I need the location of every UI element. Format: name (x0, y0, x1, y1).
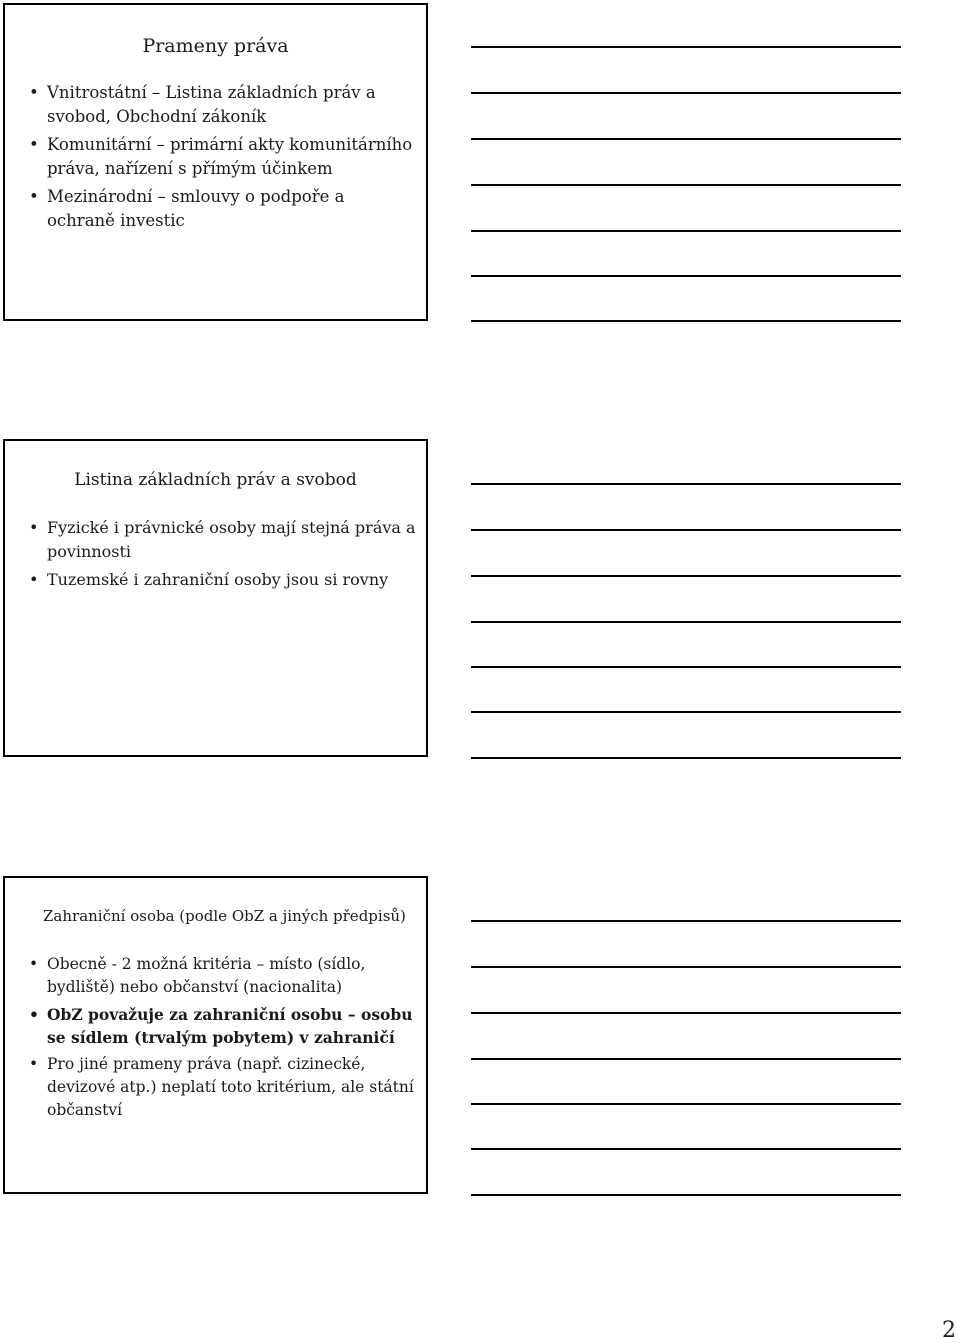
bullet-icon: • (29, 187, 39, 206)
list-item-text: ObZ považuje za zahraniční osobu – osobu se sídlem (trvalým pobytem) v zahraničí (47, 1005, 413, 1047)
bullet-icon: • (29, 1005, 39, 1024)
list-item-text: Vnitrostátní – Listina základních práv a svobod, Obchodní zákoník (47, 83, 376, 126)
list-item-text: Fyzické i právnické osoby mají stejná práva a povinnosti (47, 518, 416, 561)
note-line (471, 1012, 901, 1014)
note-line (471, 621, 901, 623)
slide-title: Prameny práva (142, 35, 289, 57)
list-item (27, 953, 416, 999)
note-line (471, 666, 901, 668)
note-line (471, 575, 901, 577)
slide-title: Zahraniční osoba (podle ObZ a jiných předpisů) (43, 907, 406, 925)
list-item-text: Pro jiné prameny práva (např. cizinecké, devizové atp.) neplatí toto kritérium, ale státní občanství (47, 1055, 414, 1119)
note-line (471, 46, 901, 48)
list-item-text: Obecně - 2 možná kritéria – místo (sídlo, bydliště) nebo občanství (nacionalita) (47, 955, 366, 996)
list-item (27, 1003, 416, 1049)
note-line (471, 92, 901, 94)
list-item (27, 568, 416, 592)
note-line (471, 529, 901, 531)
slide-title: Listina základních práv a svobod (74, 470, 357, 490)
list-item-text: Tuzemské i zahraniční osoby jsou si rovny (47, 570, 389, 589)
note-line (471, 711, 901, 713)
list-item (27, 133, 416, 181)
note-line (471, 1058, 901, 1060)
bullet-icon: • (29, 570, 39, 589)
note-line (471, 230, 901, 232)
note-line (471, 757, 901, 759)
note-line (471, 138, 901, 140)
note-line (471, 920, 901, 922)
list-item (27, 81, 416, 129)
page-number: 2 (942, 1318, 956, 1343)
bullet-list (27, 953, 416, 1126)
bullet-icon: • (29, 135, 39, 154)
bullet-icon: • (29, 83, 39, 102)
note-line (471, 1103, 901, 1105)
list-item-text: Mezinárodní – smlouvy o podpoře a ochraně investic (47, 187, 345, 230)
note-line (471, 275, 901, 277)
note-line (471, 320, 901, 322)
slide-3 (3, 876, 428, 1194)
note-line (471, 1148, 901, 1150)
bullet-list (27, 516, 416, 596)
list-item (27, 1053, 416, 1122)
bullet-icon: • (29, 518, 39, 537)
note-line (471, 1194, 901, 1196)
bullet-list (27, 81, 416, 237)
bullet-icon: • (29, 1055, 39, 1073)
slide-1 (3, 3, 428, 321)
list-item (27, 516, 416, 564)
bullet-icon: • (29, 955, 39, 973)
note-line (471, 483, 901, 485)
list-item-text: Komunitární – primární akty komunitárního práva, nařízení s přímým účinkem (47, 135, 413, 178)
slide-2 (3, 439, 428, 757)
list-item (27, 185, 416, 233)
note-line (471, 966, 901, 968)
note-line (471, 184, 901, 186)
